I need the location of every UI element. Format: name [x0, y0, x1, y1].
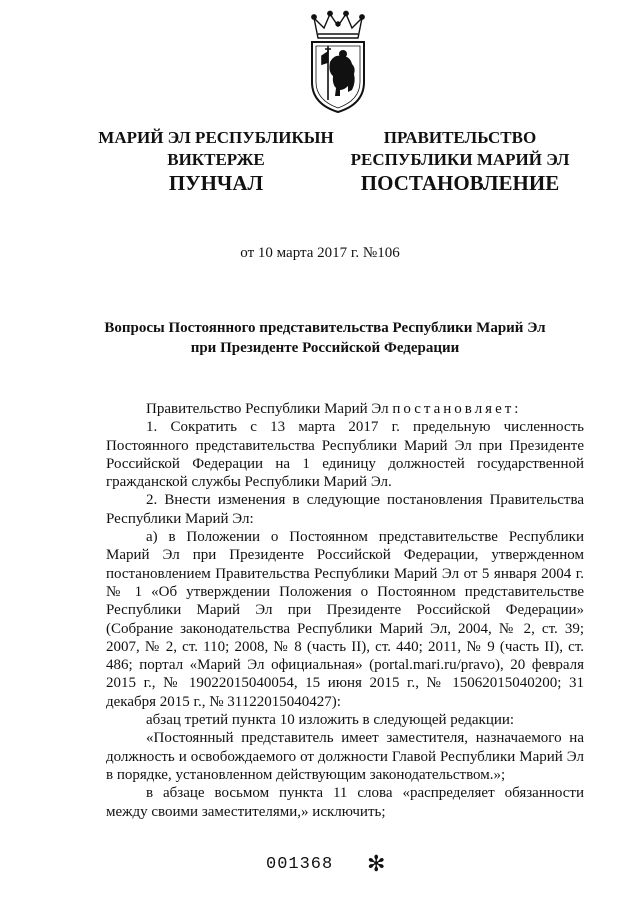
body-paragraph: 1. Сократить с 13 марта 2017 г. предельную численность Постоянного представительства Республики Марий Эл при Президенте Российской Федерации на 1 единицу должностей государственной гражданской службы Республики Марий Эл.	[106, 419, 584, 491]
title-line2: при Президенте Российской Федерации	[190, 340, 460, 356]
crown-icon	[312, 11, 364, 38]
date-day: 10	[257, 245, 273, 261]
header-left-line1: МАРИЙ ЭЛ РЕСПУБЛИКЫН	[98, 128, 334, 147]
intro-verb: постановляет:	[392, 401, 522, 417]
header-right-doc-type: ПОСТАНОВЛЕНИЕ	[360, 171, 560, 195]
header-left-doc-type: ПУНЧАЛ	[168, 171, 264, 195]
date-prefix: от	[240, 245, 255, 261]
decree-number: 106	[377, 245, 400, 261]
body-paragraph: абзац третий пункта 10 изложить в следующей редакции:	[146, 712, 515, 729]
body-paragraph: а) в Положении о Постоянном представительстве Республики Марий Эл при Президенте Российской Федерации, утвержденном постановлением Правительства Республики Марий Эл от 5 января 2004 г. № 1 «Об утверждении Положения о Постоянном представительстве Республики Марий Эл при Президенте Российской Федерации» (Собрание законодательства Республики Марий Эл, 2004, № 2, ст. 39; 2007, № 2, ст. 110; 2008, № 8 (часть II), ст. 440; 2011, № 9 (часть II), ст. 486; портал «Марий Эл официальная» (portal.mari.ru/pravo), 20 февраля 2015 г., № 19022015040054, 15 июня 2015 г., № 15062015040200; 31 декабря 2015 г., № 31122015040427):	[106, 529, 584, 710]
intro-paragraph	[106, 400, 584, 418]
date-month-year: марта 2017 г.	[276, 245, 360, 261]
intro-lead: Правительство Республики Марий Эл	[146, 401, 389, 417]
form-serial-number: 001368	[266, 855, 334, 874]
number-prefix: №	[362, 245, 378, 261]
header-left-line2: ВИКТЕРЖЕ	[167, 150, 265, 169]
coat-of-arms-emblem	[300, 10, 376, 114]
body-paragraph: «Постоянный представитель имеет заместителя, назначаемого на должность и освобождаемого от должности Главой Республики Марий Эл в порядке, установленном действующим законодательством.»;	[106, 730, 584, 783]
form-mark-icon: ✻	[367, 851, 386, 876]
header-right-line2: РЕСПУБЛИКИ МАРИЙ ЭЛ	[350, 150, 570, 169]
body-paragraph: в абзаце восьмом пункта 11 слова «распределяет обязанности между своими заместителями,» исключить;	[106, 785, 584, 820]
document-title	[80, 318, 570, 358]
header-right-line1: ПРАВИТЕЛЬСТВО	[383, 128, 537, 147]
body-paragraph: 2. Внести изменения в следующие постановления Правительства Республики Марий Эл:	[106, 492, 584, 527]
document-body	[106, 400, 584, 821]
decree-date-line	[0, 245, 640, 262]
title-line1: Вопросы Постоянного представительства Республики Марий Эл	[104, 320, 546, 336]
